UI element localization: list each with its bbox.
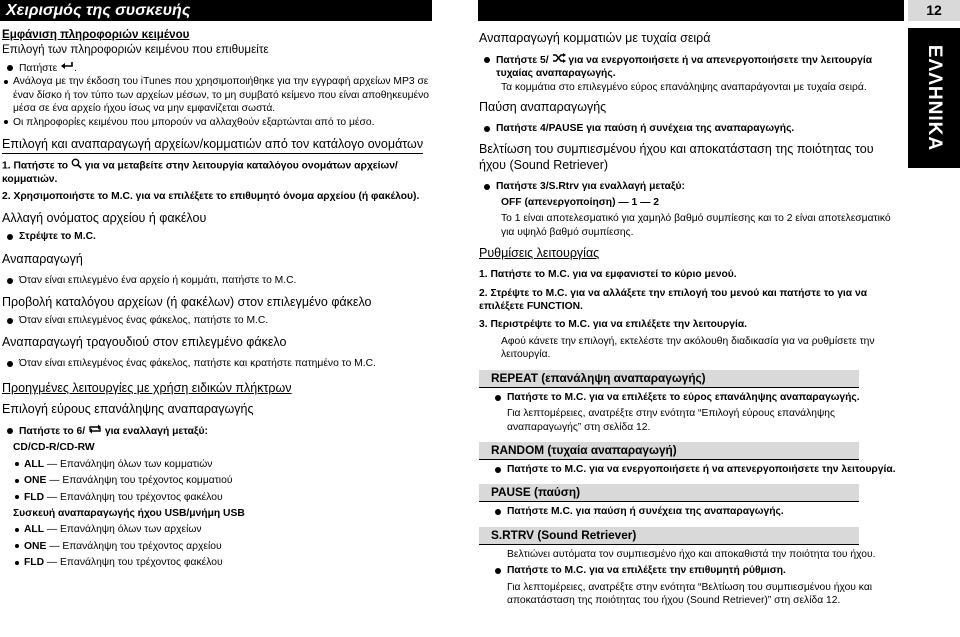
left-column — [2, 27, 434, 570]
cd-repeat-list — [2, 458, 434, 504]
srtrv-step: Πατήστε το M.C. για να επιλέξετε την επιθυμητή ρύθμιση. — [507, 564, 901, 577]
function-box-step: Πατήστε M.C. για παύση ή συνέχεια της αναπαραγωγής. — [507, 505, 901, 518]
repeat-option-item: ONE — Επανάληψη του τρέχοντος αρχείου — [13, 540, 434, 553]
function-box-title: RANDOM (τυχαία αναπαραγωγή) — [479, 442, 859, 460]
function-box-body — [479, 463, 901, 476]
repeat-option-text: Επανάληψη του τρέχοντος κομματιού — [62, 475, 233, 487]
section-title-pause: Παύση αναπαραγωγής — [479, 100, 607, 115]
section-title-sound-retriever: Βελτίωση του συμπιεσμένου ήχου και αποκατάσταση της ποιότητας του ήχου (Sound Retriever) — [479, 141, 874, 172]
repeat-option-item: ALL — Επανάληψη όλων των κομματιών — [13, 458, 434, 471]
shuffle-icon — [552, 53, 566, 67]
section-title-text-info: Εμφάνιση πληροφοριών κειμένου — [2, 28, 190, 41]
function-box-body — [479, 391, 901, 434]
repeat-option-item: FLD — Επανάληψη του τρέχοντος φακέλου — [13, 491, 434, 504]
repeat-option-text: Επανάληψη του τρέχοντος φακέλου — [60, 491, 223, 503]
step-press-random: Πατήστε 5/ για να ενεργοποιήσετε ή να απενεργοποιήσετε την λειτουργία τυχαίας αναπαραγωγής. — [479, 53, 901, 81]
section-title-play-folder: Αναπαραγωγή τραγουδιού στον επιλεγμένο φάκελο — [2, 335, 287, 350]
repeat-option-text: Επανάληψη όλων των αρχείων — [60, 524, 202, 536]
srtrv-reference: Για λεπτομέρειες, ανατρέξτε στην ενότητα “Βελτίωση του συμπιεσμένου ήχου και αποκατάσταση της ποιότητας του ήχου (Sound Retriever)” στη σελίδα 12. — [507, 581, 873, 606]
step-play-folder: Όταν είναι επιλεγμένος ένας φάκελος, πατήστε και κρατήστε πατημένο το M.C. — [2, 357, 434, 370]
usb-repeat-list — [2, 523, 434, 569]
repeat-option-key: ALL — [24, 524, 45, 536]
function-step-2: 2. Στρέψτε το M.C. για να αλλάξετε την επιλογή του μενού και πατήστε το για να επιλέξετε FUNCTION. — [479, 287, 868, 313]
repeat-option-key: ONE — [24, 540, 47, 552]
step-2-select-name: 2. Χρησιμοποιήστε το M.C. για να επιλέξετε το επιθυμητό όνομα αρχείου (ή φακέλου). — [2, 190, 420, 202]
function-box-body — [479, 505, 901, 518]
language-tab-label: ΕΛΛΗΝΙΚΑ — [924, 44, 945, 152]
function-box-title-srtrv: S.RTRV (Sound Retriever) — [479, 527, 859, 545]
step-press-display: Πατήστε . — [2, 61, 434, 75]
section-title-random: Αναπαραγωγή κομματιών με τυχαία σειρά — [479, 31, 711, 45]
function-box-body-srtrv — [479, 548, 901, 608]
function-step-3: 3. Περιστρέψτε το M.C. για να επιλέξετε την λειτουργία. — [479, 319, 748, 331]
function-box-step: Πατήστε το M.C. για να ενεργοποιήσετε ή να απενεργοποιήσετε την λειτουργία. — [507, 463, 901, 476]
header-bar-right — [478, 0, 904, 21]
section-title-change-name: Αλλαγή ονόματος αρχείου ή φακέλου — [2, 211, 207, 226]
srtrv-options: OFF (απενεργοποίηση) — 1 — 2 — [501, 197, 659, 209]
repeat-option-key: ONE — [24, 475, 47, 487]
srtrv-description: Βελτιώνει αυτόματα τον συμπιεσμένο ήχο και αποκαθιστά την ποιότητα του ήχου. — [507, 548, 876, 560]
function-boxes — [479, 370, 901, 519]
page-title: Χειρισμός της συσκευής — [0, 0, 432, 21]
subsection-select-text: Επιλογή των πληροφοριών κειμένου που επιθυμείτε — [2, 43, 269, 56]
note-random: Τα κομμάτια στο επιλεγμένο εύρος επανάληψης αναπαράγονται με τυχαία σειρά. — [501, 81, 867, 93]
usb-heading: Συσκευή αναπαραγωγής ήχου USB/μνήμη USB — [13, 507, 245, 519]
step-press-repeat: Πατήστε το 6/ για εναλλαγή μεταξύ: — [2, 424, 434, 438]
repeat-option-key: FLD — [24, 491, 45, 503]
section-title-advanced: Προηγμένες λειτουργίες με χρήση ειδικών πλήκτρων — [2, 380, 292, 395]
section-title-name-list: Επιλογή και αναπαραγωγή αρχείων/κομματιών από τον κατάλογο ονομάτων — [2, 136, 423, 154]
note-itunes: Ανάλογα με την έκδοση του iTunes που χρησιμοποιήθηκε για την εγγραφή αρχείων MP3 σε έναν δίσκο ή τον τύπο των αρχείων μέσων, το μη συμβατό κείμενο που είναι αποθηκευμένο μέσα σε ένα αρχείο ήχου ίσως να μην εμφανίζεται σωστά. — [2, 75, 434, 115]
function-box-step: Πατήστε το M.C. για να επιλέξετε το εύρος επανάληψης αναπαραγωγής. — [507, 391, 901, 404]
display-return-icon — [60, 61, 74, 75]
repeat-option-text: Επανάληψη του τρέχοντος φακέλου — [60, 557, 223, 569]
step-turn-mc: Στρέψτε το M.C. — [2, 230, 434, 243]
note-text-info-media: Οι πληροφορίες κειμένου που μπορούν να αλλαχθούν εξαρτώνται από το μέσο. — [2, 116, 434, 129]
step-1-list-mode: 1. Πατήστε το για να μεταβείτε στην λειτουργία καταλόγου ονομάτων αρχείων/κομματιών. — [2, 158, 434, 187]
repeat-option-key: FLD — [24, 557, 45, 569]
repeat-option-item: ALL — Επανάληψη όλων των αρχείων — [13, 523, 434, 536]
section-title-repeat-range: Επιλογή εύρους επανάληψης αναπαραγωγής — [2, 401, 254, 416]
section-title-function-settings: Ρυθμίσεις λειτουργίας — [479, 246, 600, 261]
section-title-playback: Αναπαραγωγή — [2, 251, 83, 266]
page-number: 12 — [908, 0, 960, 21]
repeat-icon — [88, 424, 102, 438]
repeat-option-key: ALL — [24, 458, 45, 470]
function-box-note: Για λεπτομέρειες, ανατρέξτε στην ενότητα “Επιλογή εύρους επανάληψης αναπαραγωγής” στη σελίδα 12. — [507, 408, 835, 433]
cd-heading: CD/CD-R/CD-RW — [13, 442, 95, 454]
function-box-title: REPEAT (επανάληψη αναπαραγωγής) — [479, 370, 859, 388]
section-title-folder-list: Προβολή καταλόγου αρχείων (ή φακέλων) στον επιλεγμένο φάκελο — [2, 295, 372, 310]
function-step-1: 1. Πατήστε το M.C. για να εμφανιστεί το κύριο μενού. — [479, 269, 737, 281]
step-folder-list: Όταν είναι επιλεγμένος ένας φάκελος, πατήστε το M.C. — [2, 314, 434, 327]
step-playback: Όταν είναι επιλεγμένο ένα αρχείο ή κομμάτι, πατήστε το M.C. — [2, 274, 434, 287]
function-box-title: PAUSE (παύση) — [479, 484, 859, 502]
step-press-pause: Πατήστε 4/PAUSE για παύση ή συνέχεια της αναπαραγωγής. — [479, 122, 901, 135]
step-press-srtrv: Πατήστε 3/S.Rtrv για εναλλαγή μεταξύ: — [479, 180, 901, 193]
repeat-option-item: FLD — Επανάληψη του τρέχοντος φακέλου — [13, 556, 434, 569]
repeat-option-text: Επανάληψη του τρέχοντος αρχείου — [62, 540, 222, 552]
right-column — [479, 27, 901, 607]
repeat-option-text: Επανάληψη όλων των κομματιών — [60, 458, 213, 470]
repeat-option-item: ONE — Επανάληψη του τρέχοντος κομματιού — [13, 474, 434, 487]
search-icon — [71, 158, 82, 173]
srtrv-note: Το 1 είναι αποτελεσματικό για χαμηλό βαθμό συμπίεσης και το 2 είναι αποτελεσματικό για υψηλό βαθμό συμπίεσης. — [501, 213, 891, 238]
function-step-3-note: Αφού κάνετε την επιλογή, εκτελέστε την ακόλουθη διαδικασία για να ρυθμίσετε την λειτουργία. — [501, 335, 875, 361]
language-tab — [908, 28, 960, 168]
